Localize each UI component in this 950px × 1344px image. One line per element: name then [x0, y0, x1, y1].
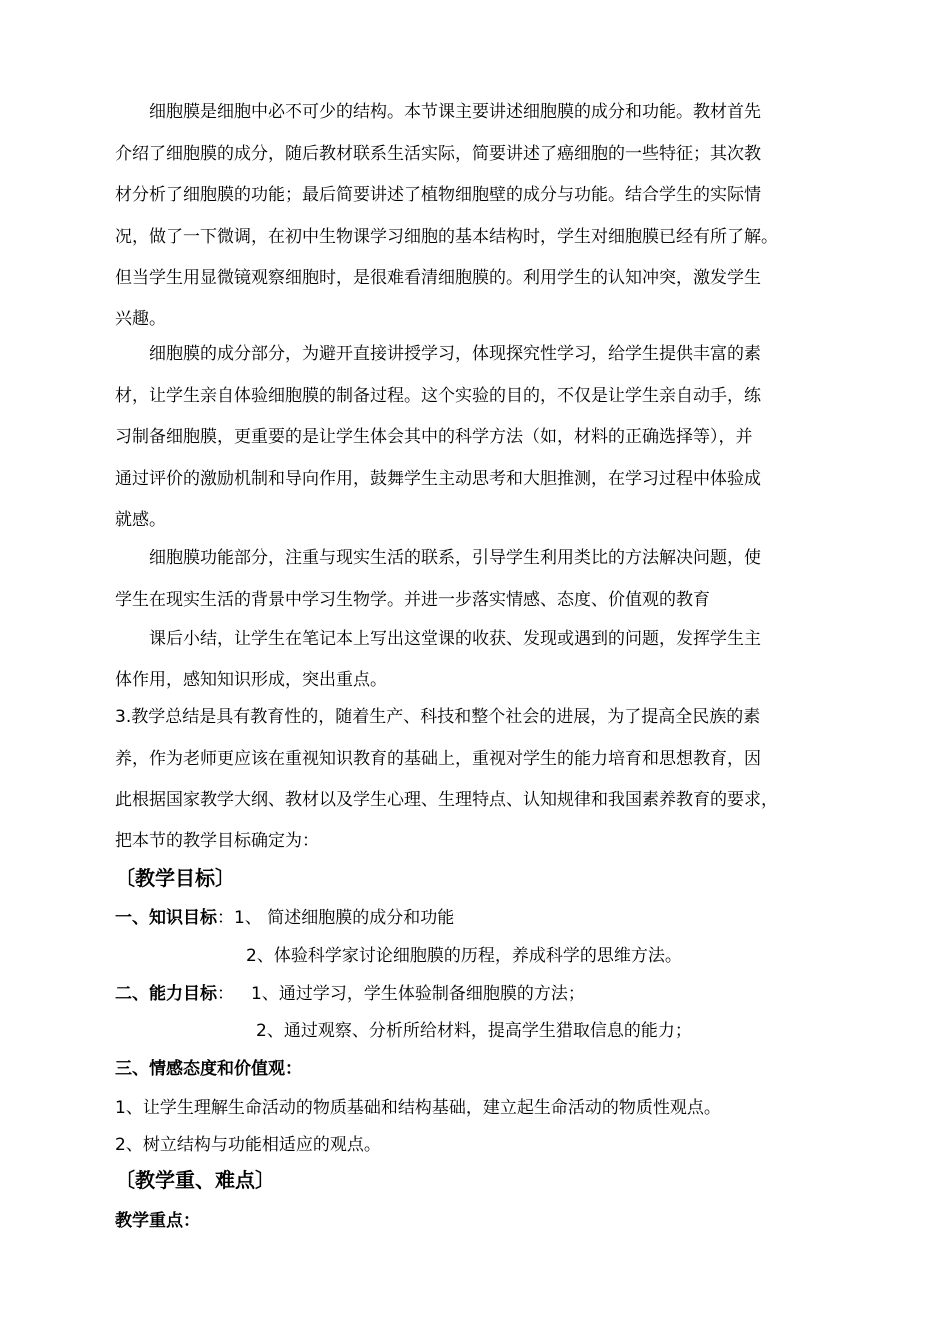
para3-line: 学生在现实生活的背景中学习生物学。并进一步落实情感、态度、价值观的教育	[115, 590, 710, 610]
ability-goal-colon: ：	[217, 984, 234, 1004]
para3-line: 细胞膜功能部分，注重与现实生活的联系，引导学生利用类比的方法解决问题，使	[115, 548, 761, 568]
para5-line: 把本节的教学目标确定为：	[115, 831, 319, 851]
knowledge-goal-line	[115, 906, 454, 930]
para2-line: 材，让学生亲自体验细胞膜的制备过程。这个实验的目的，不仅是让学生亲自动手，练	[115, 386, 761, 406]
keypoints-heading: 〔教学重、难点〕	[115, 1168, 275, 1192]
para5-line: 3.教学总结是具有教育性的，随着生产、科技和整个社会的进展，为了提高全民族的素	[115, 707, 761, 727]
para1-line: 介绍了细胞膜的成分，随后教材联系生活实际，简要讲述了癌细胞的一些特征；其次教	[115, 144, 761, 164]
para1-line: 材分析了细胞膜的功能；最后简要讲述了植物细胞壁的成分与功能。结合学生的实际情	[115, 185, 761, 205]
para5-line: 此根据国家教学大纲、教材以及学生心理、生理特点、认知规律和我国素养教育的要求，	[115, 790, 778, 810]
para2-line: 细胞膜的成分部分，为避开直接讲授学习，体现探究性学习，给学生提供丰富的素	[115, 344, 761, 364]
para2-line: 就感。	[115, 510, 166, 530]
emotion-goal-item-2: 2、树立结构与功能相适应的观点。	[115, 1135, 381, 1155]
goals-heading: 〔教学目标〕	[115, 866, 235, 890]
ability-goal-line	[115, 982, 585, 1006]
para4-line: 课后小结，让学生在笔记本上写出这堂课的收获、发现或遇到的问题，发挥学生主	[115, 629, 761, 649]
knowledge-goal-label: 一、知识目标	[115, 908, 217, 928]
ability-goal-item-1: 1、通过学习，学生体验制备细胞膜的方法；	[251, 984, 585, 1004]
knowledge-goal-item-2: 2、体验科学家讨论细胞膜的历程，养成科学的思维方法。	[246, 946, 682, 966]
para1-line: 况，做了一下微调，在初中生物课学习细胞的基本结构时，学生对细胞膜已经有所了解。	[115, 227, 778, 247]
knowledge-goal-colon: ：	[217, 908, 234, 928]
para1-line: 兴趣。	[115, 309, 166, 329]
para2-line: 通过评价的激励机制和导向作用，鼓舞学生主动思考和大胆推测，在学习过程中体验成	[115, 469, 761, 489]
para5-line: 养，作为老师更应该在重视知识教育的基础上，重视对学生的能力培育和思想教育，因	[115, 749, 761, 769]
ability-goal-item-2: 2、通过观察、分析所给材料，提高学生猎取信息的能力；	[256, 1021, 692, 1041]
keypoint-label: 教学重点：	[115, 1211, 200, 1231]
emotion-goal-label: 三、情感态度和价值观：	[115, 1059, 302, 1079]
emotion-goal-item-1: 1、让学生理解生命活动的物质基础和结构基础，建立起生命活动的物质性观点。	[115, 1098, 721, 1118]
para4-line: 体作用，感知知识形成，突出重点。	[115, 670, 387, 690]
para1-line: 但当学生用显微镜观察细胞时，是很难看清细胞膜的。利用学生的认知冲突，激发学生	[115, 268, 761, 288]
para2-line: 习制备细胞膜，更重要的是让学生体会其中的科学方法（如，材料的正确选择等），并	[115, 427, 753, 447]
ability-goal-label: 二、能力目标	[115, 984, 217, 1004]
para1-line: 细胞膜是细胞中必不可少的结构。本节课主要讲述细胞膜的成分和功能。教材首先	[115, 102, 761, 122]
knowledge-goal-item-1: 1、 简述细胞膜的成分和功能	[234, 908, 455, 928]
